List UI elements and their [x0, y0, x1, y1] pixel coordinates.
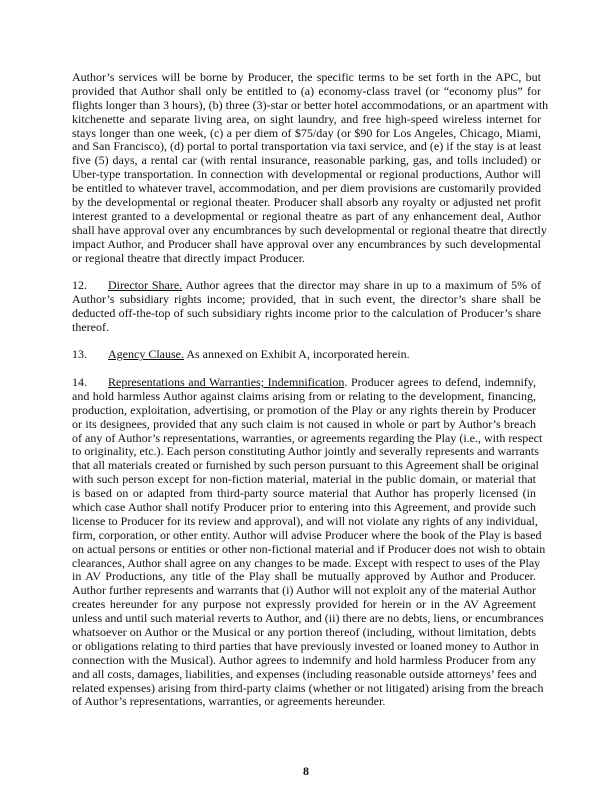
text-line: be entitled to whatever travel, accommodation, and per diem provisions are customarily provided — [72, 181, 541, 196]
paragraph-continued — [72, 70, 549, 265]
text-line: firm, corporation, or other entity. Author will advise Producer where the book of the Play is based — [72, 527, 542, 542]
text-line: connection with the Musical). Author agrees to indemnify and hold harmless Producer from any — [72, 652, 536, 667]
text-line: which case Author shall notify Producer prior to entering into this Agreement, and provide such — [72, 500, 536, 515]
text-line: on actual persons or entities or other non-fictional material and if Producer does not wish to obtain — [72, 541, 546, 556]
text-line: by the developmental or regional theater. Producer shall absorb any royalty or adjusted net profit — [72, 195, 541, 210]
text-line: in AV Productions, any title of the Play shall be mutually approved by Author and Producer. — [72, 569, 536, 584]
text-line: Author further represents and warrants that (i) Author will not exploit any of the material Author — [72, 583, 536, 598]
text-line: five (5) days, a rental car (with rental insurance, reasonable parking, gas, and tolls included) or — [72, 153, 541, 168]
text-line: and all costs, damages, liabilities, and expenses (including reasonable outside attorneys’ fees and — [72, 666, 537, 681]
text-line: provided that Author shall only be entitled to (a) economy-class travel (or “economy plus” for — [72, 83, 541, 98]
section-number: 12. — [72, 278, 87, 292]
text-line: flights longer than 3 hours), (b) three (3)-star or better hotel accommodations, or an apartment with — [72, 97, 549, 112]
text-line: whatsoever on Author or the Musical or any portion thereof (including, without limitation, debts — [72, 625, 536, 640]
text-line: license to Producer for its review and approval), and will not violate any rights of any individual, — [72, 513, 538, 528]
text-line: and hold harmless Author against claims arising from or relating to the development, financing, — [72, 388, 536, 403]
text-line: stays longer than one week, (c) a per diem of $75/day (or $90 for Los Angeles, Chicago, Miami, — [72, 125, 541, 140]
text-line: and San Francisco), (d) portal to portal transportation via taxi service, and (e) if the stay is at least — [72, 139, 542, 154]
text-line: with such person except for non-fiction material, material in the public domain, or material that — [72, 472, 536, 487]
text-line: unless and until such material reverts to Author, and (ii) there are no debts, liens, or encumbrances — [72, 611, 544, 626]
text-line: impact Author, and Producer shall have approval over any encumbrances by such developmental — [72, 236, 541, 251]
text-line: to originality, etc.). Each person constituting Author jointly and severally represents and warrants — [72, 444, 539, 459]
text-line: or obligations relating to third parties that have previously invested or loaned money to Author in — [72, 638, 539, 653]
section-number: 13. — [72, 347, 87, 361]
text-line: interest granted to a developmental or regional theatre as part of any enhancement deal, Author — [72, 208, 541, 223]
text-line: related expenses) arising from third-party claims (whether or not litigated) arising from the breach — [72, 680, 544, 695]
text-line: or regional theatre that directly impact Producer. — [72, 250, 305, 265]
section-number: 14. — [72, 375, 87, 389]
text-line: that all materials created or furnished by such person pursuant to this Agreement shall be original — [72, 458, 539, 473]
text-line: of Author’s representations, warranties, or agreements hereunder. — [72, 694, 386, 709]
section-12-director-share: 12. Director Share. Author agrees that the director may share in up to a maximum of 5% of Author’s subsidiary rights income; provided, that in such event, the director’s share shall be deducted off-the-top of such subsidiary rights income prior to the calculation of Producer’s share thereof. — [72, 278, 541, 334]
text-line: or its designees, provided that any such claim is not caused in whole or part by Author’s breach — [72, 416, 536, 431]
text-line: of any of Author’s representations, warranties, or agreements regarding the Play (i.e., with respect — [72, 430, 543, 445]
text-line: Author’s services will be borne by Producer, the specific terms to be set forth in the APC, but — [72, 70, 541, 84]
text-line: thereof. — [72, 319, 109, 334]
text-line: Author’s subsidiary rights income; provided, that in such event, the director’s share shall be — [72, 291, 541, 306]
page-number: 8 — [303, 764, 309, 778]
text-line: Uber-type transportation. In connection with developmental or regional productions, Author will — [72, 167, 541, 182]
section-heading: Director Share. — [108, 278, 183, 292]
text-line: creates hereunder for any purpose not expressly provided for herein or in the AV Agreement — [72, 597, 536, 612]
text-line: is based on or adapted from third-party source material that Author has properly licensed (in — [72, 486, 536, 501]
text-line: deducted off-the-top of such subsidiary rights income prior to the calculation of Producer’s share — [72, 305, 541, 320]
section-13-agency-clause: 13. Agency Clause. As annexed on Exhibit A, incorporated herein. — [72, 347, 410, 361]
section-heading: Agency Clause. — [108, 347, 184, 361]
text-line: kitchenette and separate living area, on sight laundry, and free high-speed wireless internet for — [72, 111, 541, 126]
text-line: production, exploitation, advertising, or promotion of the Play or any rights therein by Producer — [72, 402, 536, 417]
section-heading: Representations and Warranties; Indemnification — [108, 375, 345, 389]
text-line: shall have approval over any encumbrances by such developmental or regional theatre that directly — [72, 222, 547, 237]
section-14-representations: 14. Representations and Warranties; Indemnification. Producer agrees to defend, indemnify, and hold harmless Author against claims arising from or relating to the development, financing, production, exploitation, advertising, or promotion of the Play or any rights therein by Producer or its designees, provided that any such claim is not caused in whole or part by Author’s breach of any of Author’s representations, warranties, or agreements regarding the Play (i.e., with respect to originality, etc.). Each person constituting Author jointly and severally represents and warrants that all materials created or furnished by such person pursuant to this Agreement shall be original with such person except for non-fiction material, material in the public domain, or material that is based on or adapted from third-party source material that Author has properly licensed (in which case Author shall notify Producer prior to entering into this Agreement, and provide such license to Producer for its review and approval), and will not violate any rights of any individual, firm, corporation, or other entity. Author will advise Producer where the book of the Play is based on actual persons or entities or other non-fictional material and if Producer does not wish to obtain clearances, Author shall agree on any changes to be made. Except with respect to uses of the Play in AV Productions, any title of the Play shall be mutually approved by Author and Producer. Author further represents and warrants that (i) Author will not exploit any of the material Author creates hereunder for any purpose not expressly provided for herein or in the AV Agreement unless and until such material reverts to Author, and (ii) there are no debts, liens, or encumbrances whatsoever on Author or the Musical or any portion thereof (including, without limitation, debts or obligations relating to third parties that have previously invested or loaned money to Author in connection with the Musical). Author agrees to indemnify and hold harmless Producer from any and all costs, damages, liabilities, and expenses (including reasonable outside attorneys’ fees and related expenses) arising from third-party claims (whether or not litigated) arising from the breach of Author’s representations, warranties, or agreements hereunder. — [72, 375, 546, 709]
text-line: clearances, Author shall agree on any changes to be made. Except with respect to uses of the Play — [72, 555, 541, 570]
